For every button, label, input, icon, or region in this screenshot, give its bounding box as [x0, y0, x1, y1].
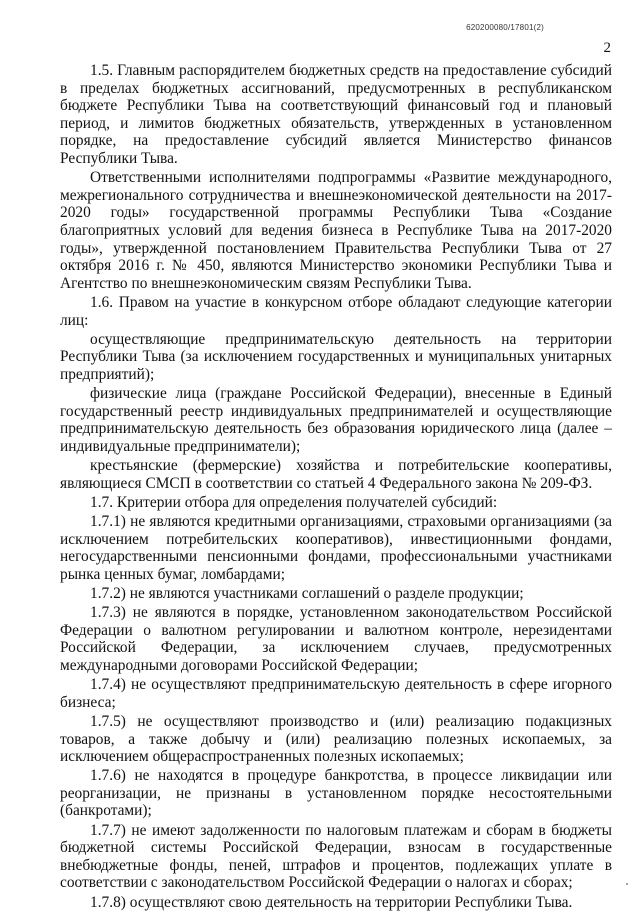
paragraph-responsible-executors: Ответственными исполнителями подпрограммы «Развитие международного, межрегионального сотрудничества и внешнеэкономической деятельности на 2017-2020 годы» государственной программы Республики Тыва «Создание благоприятных условий для ведения бизнеса в Республике Тыва на 2017-2020 годы», утвержденной постановлением Правительства Республики Тыва от 27 октября 2016 г. № 450, являются Министерство экономики Республики Тыва и Агентство по внешнеэкономическим связям Республики Тыва. — [60, 169, 612, 292]
paragraph-1-7-2: 1.7.2) не являются участниками соглашений о разделе продукции; — [90, 584, 524, 602]
paragraph-1-7-1: 1.7.1) не являются кредитными организациями, страховыми организациями (за исключением потребительских кооперативов), инвестиционными фондами, негосударственными пенсионными фондами, профессиональными участниками рынка ценных бумаг, ломбардами; — [60, 513, 612, 583]
scan-mark — [626, 883, 628, 885]
document-code: 620200080/17801(2) — [466, 23, 544, 32]
paragraph-1-7-5: 1.7.5) не осуществляют производство и (или) реализацию подакцизных товаров, а также добычу и (или) реализацию полезных ископаемых, за исключением общераспространенных полезных ископаемых; — [60, 712, 612, 766]
paragraph-category-farms: крестьянские (фермерские) хозяйства и потребительские кооперативы, являющиеся СМСП в соответствии со статьей 4 Федерального закона № 209-ФЗ. — [60, 457, 612, 492]
page-number: 2 — [603, 40, 611, 56]
paragraph-1-5: 1.5. Главным распорядителем бюджетных средств на предоставление субсидий в пределах бюджетных ассигнований, предусмотренных в республиканском бюджете Республики Тыва на соответствующий финансовый год и плановый период, и лимитов бюджетных обязательств, утвержденных в установленном порядке, на предоставление субсидий является Министерство финансов Республики Тыва. — [60, 62, 612, 167]
paragraph-1-7: 1.7. Критерии отбора для определения получателей субсидий: — [90, 493, 498, 511]
paragraph-1-7-6: 1.7.6) не находятся в процедуре банкротства, в процессе ликвидации или реорганизации, не признаны в установленном порядке несостоятельными (банкротами); — [60, 767, 612, 820]
paragraph-1-6: 1.6. Правом на участие в конкурсном отборе обладают следующие категории лиц: — [60, 293, 612, 329]
paragraph-category-entrepreneurs: осуществляющие предпринимательскую деятельность на территории Республики Тыва (за исключением государственных и муниципальных унитарных предприятий); — [60, 330, 612, 383]
paragraph-1-7-3: 1.7.3) не являются в порядке, установленном законодательством Российской Федерации о валютном регулировании и валютном контроле, нерезидентами Российской Федерации, за исключением случаев, предусмотренных международными договорами Российской Федерации; — [60, 604, 612, 674]
paragraph-1-7-7: 1.7.7) не имеют задолженности по налоговым платежам и сборам в бюджеты бюджетной системы Российской Федерации, взносам в государственные внебюджетные фонды, пеней, штрафов и процентов, подлежащих уплате в соответствии с законодательством Российской Федерации о налогах и сборах; — [60, 821, 612, 892]
document-body — [60, 62, 612, 913]
paragraph-category-individuals: физические лица (граждане Российской Федерации), внесенные в Единый государственный реестр индивидуальных предпринимателей и осуществляющие предпринимательскую деятельность без образования юридического лица (далее – индивидуальные предприниматели); — [60, 385, 612, 455]
paragraph-1-7-4: 1.7.4) не осуществляют предпринимательскую деятельность в сфере игорного бизнеса; — [60, 676, 612, 711]
paragraph-1-7-8: 1.7.8) осуществляют свою деятельность на территории Республики Тыва. — [90, 893, 573, 911]
